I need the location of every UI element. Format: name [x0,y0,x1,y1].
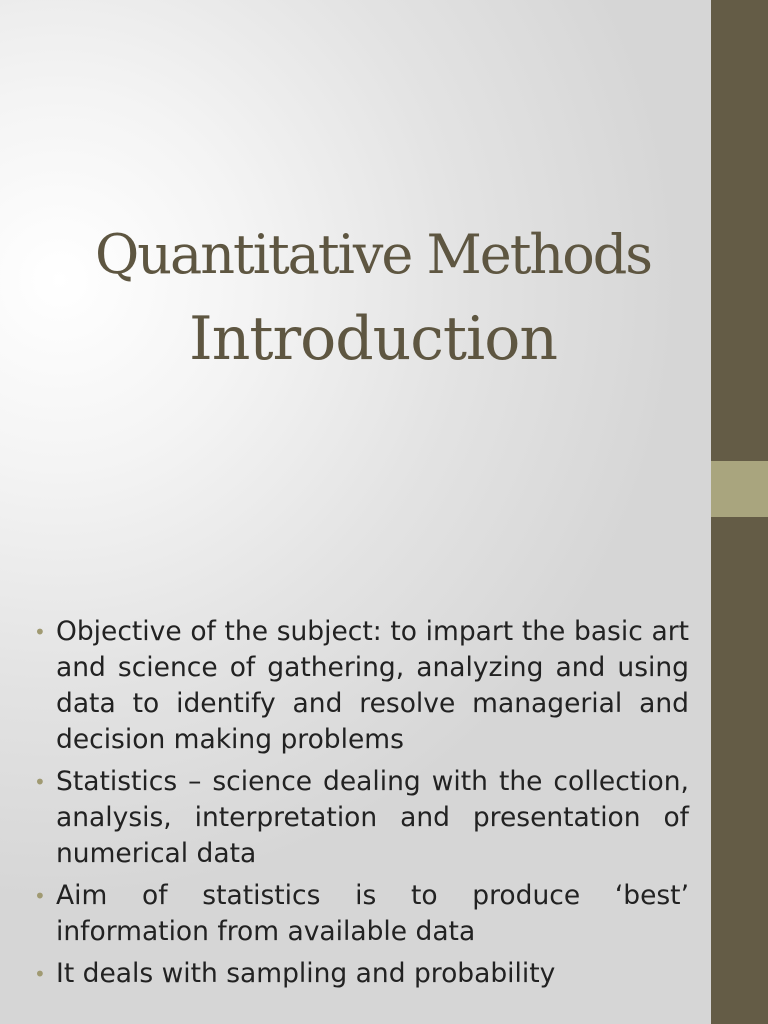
bullet-text: Objective of the subject: to impart the basic art and science of gathering, analyzing and using data to identify and resolve managerial and decision making problems [56,616,689,755]
bullet-list [34,614,689,998]
bullet-dot-icon: • [34,962,46,986]
side-accent-block [711,461,768,517]
slide-subtitle: Introduction [189,304,557,374]
bullet-dot-icon: • [34,770,46,794]
bullet-text: Statistics – science dealing with the collection, analysis, interpretation and presentation of numerical data [56,766,689,869]
bullet-item [34,956,689,992]
bullet-item [34,878,689,950]
bullet-item [34,764,689,872]
bullet-dot-icon: • [34,884,46,908]
bullet-text: Aim of statistics is to produce ‘best’ information from available data [56,880,689,947]
bullet-item [34,614,689,758]
bullet-dot-icon: • [34,620,46,644]
slide-title: Quantitative Methods [94,223,651,286]
bullet-text: It deals with sampling and probability [56,958,556,989]
